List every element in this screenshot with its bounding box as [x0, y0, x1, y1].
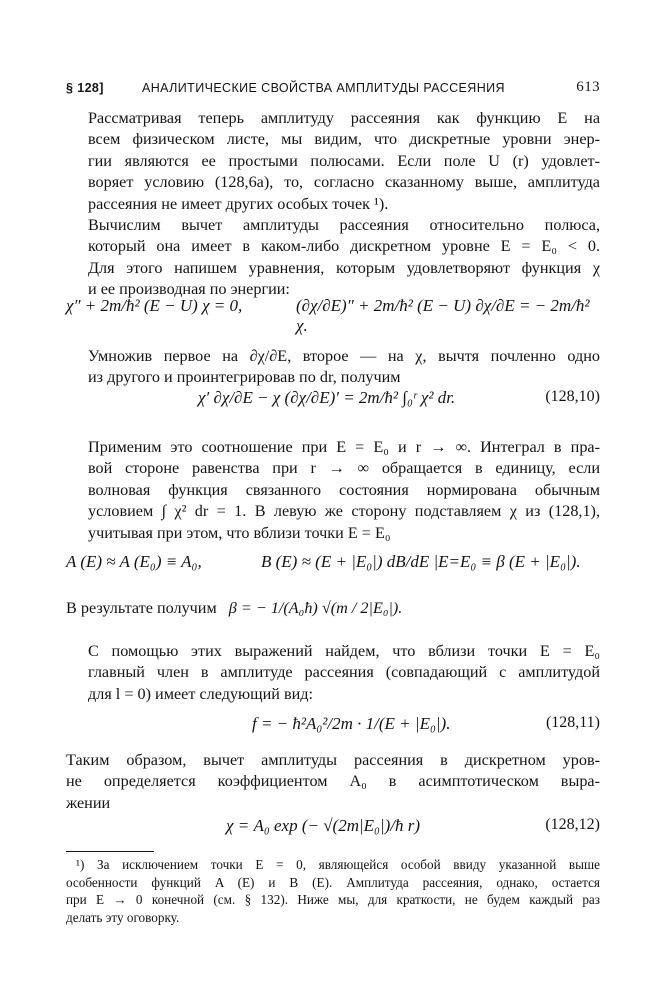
text-line: вой стороне равенства при r → ∞ обращается в единицу, если: [88, 459, 600, 478]
text-line: С помощью этих выражений найдем, что вблизи точки E = E₀: [88, 642, 600, 660]
text-line: всем физическом листе, мы видим, что дискретные уровни энер-: [88, 130, 600, 149]
paragraph-5: [66, 598, 600, 619]
chapter-title: АНАЛИТИЧЕСКИЕ СВОЙСТВА АМПЛИТУДЫ РАССЕЯНИЯ: [142, 81, 505, 95]
footnote: [66, 856, 600, 926]
text-line: для l = 0) имеет следующий вид:: [88, 684, 313, 703]
equation-dchi-de: (∂χ/∂E)″ + 2m/ħ² (E − U) ∂χ/∂E = − 2m/ħ² χ.: [296, 296, 590, 335]
footnote-rule: [66, 851, 154, 852]
text-line: учитывая при этом, что вблизи точки E = E₀: [88, 523, 391, 542]
equation-body: χ′ ∂χ/∂E − χ (∂χ/∂E)′ = 2m/ħ² ∫₀ʳ χ² dr.: [198, 388, 456, 407]
equation-b: B (E) ≈ (E + |E₀|) dB/dE |E=E₀ ≡ β (E + |E₀|).: [261, 552, 581, 571]
running-header: [66, 79, 600, 101]
text-line: гии являются ее простыми полюсами. Если поле U (r) удовлет-: [88, 151, 600, 170]
equation-chi: χ″ + 2m/ħ² (E − U) χ = 0,: [66, 296, 243, 315]
text-line: Умножив первое на ∂χ/∂E, второе — на χ, вычтя почленно одно: [88, 347, 600, 365]
paragraph-7: [66, 750, 600, 814]
equation-128-12: [66, 812, 600, 842]
footnote-line: ¹) За исключением точки E = 0, являющейся особой ввиду указанной выше: [76, 857, 600, 872]
text-line: который она имеет в каком-либо дискретном уровне E = E₀ < 0.: [88, 237, 600, 256]
paragraph-3: [66, 346, 600, 389]
equation-number: (128,12): [545, 816, 600, 833]
text-line: условием ∫ χ² dr = 1. В левую же сторону подставляем χ из (128,1),: [88, 502, 600, 521]
equation-a: A (E) ≈ A (E₀) ≡ A₀,: [66, 552, 202, 571]
equation-number: (128,11): [545, 714, 600, 731]
text-line: Таким образом, вычет амплитуды рассеяния в дискретном уров-: [66, 751, 600, 769]
text-line: и ее производная по энергии:: [88, 280, 290, 299]
book-page: [66, 0, 606, 1000]
text-line: волновая функция связанного состояния нормирована обычным: [88, 480, 600, 499]
paragraph-1: [66, 108, 600, 215]
text-line: воряет условию (128,6а), то, согласно сказанному выше, амплитуда: [88, 173, 600, 192]
text-line: из другого и проинтегрировав по dr, получим: [88, 368, 401, 387]
text-line: Применим это соотношение при E = E₀ и r → ∞. Интеграл в пра-: [88, 438, 600, 456]
equation-body: f = − ħ²A₀²/2m · 1/(E + |E₀|).: [252, 714, 451, 733]
equation-128-10: [66, 384, 600, 418]
equation-128-11: [66, 710, 600, 742]
text-prefix: В результате получим: [66, 599, 217, 617]
paragraph-2: [66, 215, 600, 301]
text-line: Вычислим вычет амплитуды рассеяния относительно полюса,: [88, 216, 600, 234]
paragraph-4: [66, 437, 600, 544]
equation-body: χ = A₀ exp (− √(2m|E₀|)/ħ r): [226, 816, 421, 835]
footnote-line: делать эту оговорку.: [66, 909, 180, 925]
text-line: Рассматривая теперь амплитуду рассеяния как функцию E на: [88, 109, 600, 127]
section-ref: § 128]: [66, 81, 104, 95]
formula-beta: β = − 1/(A₀ħ) √(m / 2|E₀|).: [228, 599, 403, 617]
text-line: главный член в амплитуде рассеяния (совпадающий с амплитудой: [88, 663, 600, 682]
text-line: Для этого напишем уравнения, которым удовлетворяют функция χ: [88, 258, 600, 277]
text-line: не определяется коэффициентом A₀ в асимптотическом выра-: [66, 772, 600, 791]
text-line: рассеяния не имеет других особых точек ¹).: [88, 194, 389, 213]
text-line: жении: [66, 793, 111, 812]
paragraph-6: [66, 641, 600, 705]
footnote-line: при E → 0 конечной (см. § 132). Ниже мы, для краткости, не будем каждый раз: [66, 892, 600, 907]
equation-number: (128,10): [545, 388, 600, 405]
footnote-line: особенности функций A (E) и B (E). Амплитуда рассеяния, однако, остается: [66, 874, 600, 890]
page-number: 613: [576, 79, 600, 95]
